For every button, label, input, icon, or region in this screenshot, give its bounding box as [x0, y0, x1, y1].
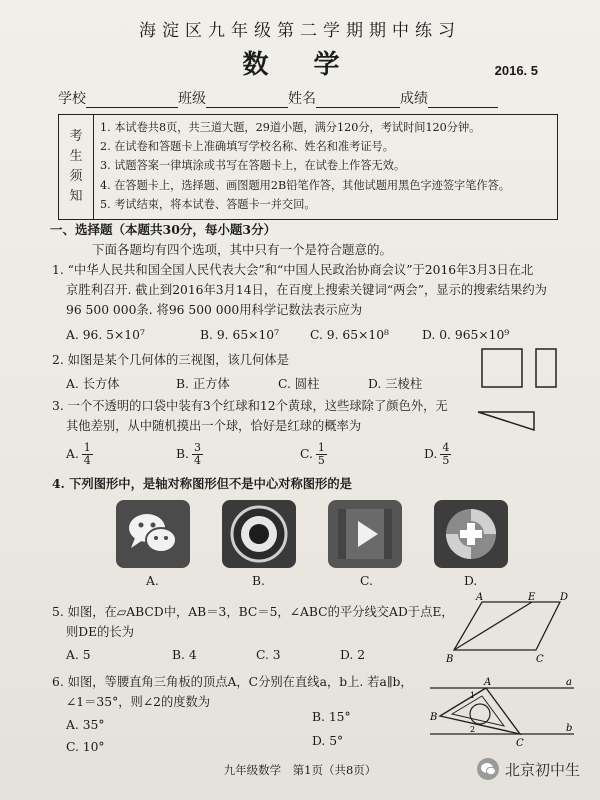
point-label-a: A: [484, 677, 492, 688]
triangle-ruler-figure: [428, 676, 578, 750]
score-field: [400, 88, 498, 108]
school-blank: [86, 93, 178, 108]
side-view: [536, 349, 556, 387]
play-glyph: [334, 503, 396, 565]
q6-option-d: D. 5°: [312, 734, 344, 748]
q4-option-d: D.: [464, 574, 478, 588]
page-footer: 九年级数学 第1页（共8页）: [223, 763, 377, 777]
notice-label: [59, 115, 94, 219]
notice-label-char: 须: [69, 169, 83, 184]
exam-title: 海淀区九年级第二学期期中练习: [139, 21, 461, 41]
section-intro: 下面各题均有四个选项，其中只有一个是符合题意的。: [92, 242, 393, 257]
exam-notice-box: [58, 114, 558, 220]
notice-items: [94, 115, 557, 219]
point-label-e: E: [528, 592, 536, 603]
q5-option-d: D. 2: [340, 648, 366, 662]
q5-option-a: A. 5: [66, 648, 91, 662]
class-field: [178, 88, 288, 108]
set-square-inner: [452, 696, 504, 726]
q3-option-a: [66, 442, 93, 467]
q2-option-b: B. 正方体: [176, 377, 230, 391]
angle-label-2: 2: [470, 725, 476, 734]
angle-label-1: 1: [470, 691, 476, 700]
name-blank: [316, 93, 400, 108]
chat-bubbles-icon: [116, 500, 190, 568]
watermark-text: 北京初中生: [504, 760, 580, 779]
question-6-line: 6. 如图，等腰直角三角板的顶点A，C分别在直线a，b上. 若a∥b，: [52, 675, 413, 689]
point-label-c: C: [536, 654, 544, 664]
question-6-line: ∠1＝35°，则∠2的度数为: [66, 695, 211, 709]
play-button-icon: [328, 500, 402, 568]
notice-item: 4. 在答题卡上，选择题、画图题用2B铅笔作答，其他试题用黑色字迹签字笔作答。: [100, 178, 510, 192]
question-5: [52, 602, 472, 642]
target-ring-glyph: [228, 503, 290, 565]
notice-label-char: 知: [69, 189, 83, 204]
option-letter: D.: [424, 447, 438, 461]
swirl-plus-glyph: [440, 503, 502, 565]
exam-date: 2016. 5: [494, 63, 538, 78]
q6-option-b: B. 15°: [312, 710, 351, 724]
question-3: [52, 396, 472, 436]
question-5-line: 5. 如图，在▱ABCD中，AB＝3，BC＝5，∠ABC的平分线交AD于点E，: [52, 605, 454, 619]
question-1: [52, 260, 572, 320]
q3-option-b: [176, 442, 203, 467]
wechat-icon: [477, 758, 499, 780]
question-3-line: 3. 一个不透明的口袋中装有3个红球和12个黄球，这些球除了颜色外，无: [52, 399, 448, 413]
q2-option-a: A. 长方体: [66, 377, 120, 391]
option-letter: A.: [66, 447, 79, 461]
score-blank: [428, 93, 498, 108]
question-1-line: 1. “中华人民共和国全国人民代表大会”和“中国人民政治协商会议”于2016年3月3日在北: [52, 263, 534, 277]
q2-option-d: D. 三棱柱: [368, 377, 423, 391]
denominator: 4: [193, 454, 201, 467]
line-label-a: a: [566, 677, 572, 688]
q4-option-c: C.: [360, 574, 373, 588]
notice-item: 1. 本试卷共8页，共三道大题，29道小题，满分120分，考试时间120分钟。: [100, 121, 481, 134]
q3-option-d: [424, 442, 451, 467]
notice-item: 3. 试题答案一律填涂或书写在答题卡上，在试卷上作答无效。: [100, 159, 406, 173]
class-blank: [206, 93, 288, 108]
q1-option-b: B. 9. 65×10⁷: [200, 328, 280, 342]
point-label-c: C: [516, 738, 524, 749]
q6-option-c: C. 10°: [66, 740, 105, 754]
three-view-figure: [470, 346, 570, 438]
question-4: 4. 下列图形中，是轴对称图形但不是中心对称图形的是: [52, 476, 352, 491]
swirl-plus-icon: [434, 500, 508, 568]
school-label: 学校: [58, 91, 86, 107]
q4-option-b: B.: [252, 574, 265, 588]
class-label: 班级: [178, 91, 206, 107]
name-field: [288, 88, 400, 108]
numerator: 3: [193, 441, 201, 454]
q2-option-c: C. 圆柱: [278, 377, 320, 391]
q1-option-a: A. 96. 5×10⁷: [66, 328, 145, 342]
question-3-line: 其他差别，从中随机摸出一个球，恰好是红球的概率为: [66, 419, 362, 433]
question-2: 2. 如图是某个几何体的三视图，该几何体是: [52, 353, 289, 367]
front-view: [482, 349, 522, 387]
numerator: 1: [317, 441, 325, 454]
notice-label-char: 生: [69, 149, 83, 164]
numerator: 4: [442, 441, 450, 454]
subject-title: 数 学: [242, 50, 358, 80]
q6-option-a: A. 35°: [66, 718, 105, 732]
target-ring-icon: [222, 500, 296, 568]
line-label-b: b: [566, 723, 573, 734]
name-label: 姓名: [288, 91, 316, 107]
watermark: [477, 758, 580, 780]
notice-item: 5. 考试结束，将本试卷、答题卡一并交回。: [100, 197, 316, 211]
student-info-fields: [58, 88, 498, 108]
question-1-line: 96 500 000条. 将96 500 000用科学记数法表示应为: [66, 303, 363, 317]
point-label-b: B: [430, 712, 438, 723]
question-6: [52, 672, 472, 712]
q1-option-d: D. 0. 965×10⁹: [422, 328, 510, 342]
set-square-outer: [440, 688, 520, 734]
option-letter: C.: [300, 447, 313, 461]
point-label-b: B: [446, 654, 454, 664]
notice-item: 2. 在试卷和答题卡上准确填写学校名称、姓名和准考证号。: [100, 140, 394, 154]
option-letter: B.: [176, 447, 189, 461]
parallelogram-figure: [440, 592, 570, 664]
set-square-hole: [470, 704, 490, 724]
chat-bubbles-glyph: [123, 508, 183, 560]
point-label-d: D: [560, 592, 569, 603]
bisector-be: [454, 602, 532, 650]
q3-option-c: [300, 442, 327, 467]
q1-option-c: C. 9. 65×10⁸: [310, 328, 389, 342]
top-view: [478, 412, 534, 430]
q5-option-c: C. 3: [256, 648, 281, 662]
q5-option-b: B. 4: [172, 648, 197, 662]
point-label-a: A: [476, 592, 484, 603]
notice-label-char: 考: [69, 129, 83, 144]
denominator: 4: [83, 454, 91, 467]
school-field: [58, 88, 178, 108]
q4-option-a: A.: [146, 574, 159, 588]
section-title: 一、选择题（本题共30分，每小题3分）: [50, 222, 277, 237]
question-5-line: 则DE的长为: [66, 625, 135, 639]
parallelogram-abcd: [454, 602, 560, 650]
question-1-line: 京胜利召开. 截止到2016年3月14日，在百度上搜索关键词“两会”，显示的搜索结果约为: [66, 283, 547, 297]
score-label: 成绩: [400, 91, 428, 107]
numerator: 1: [83, 441, 91, 454]
denominator: 5: [442, 454, 450, 467]
denominator: 5: [317, 454, 325, 467]
